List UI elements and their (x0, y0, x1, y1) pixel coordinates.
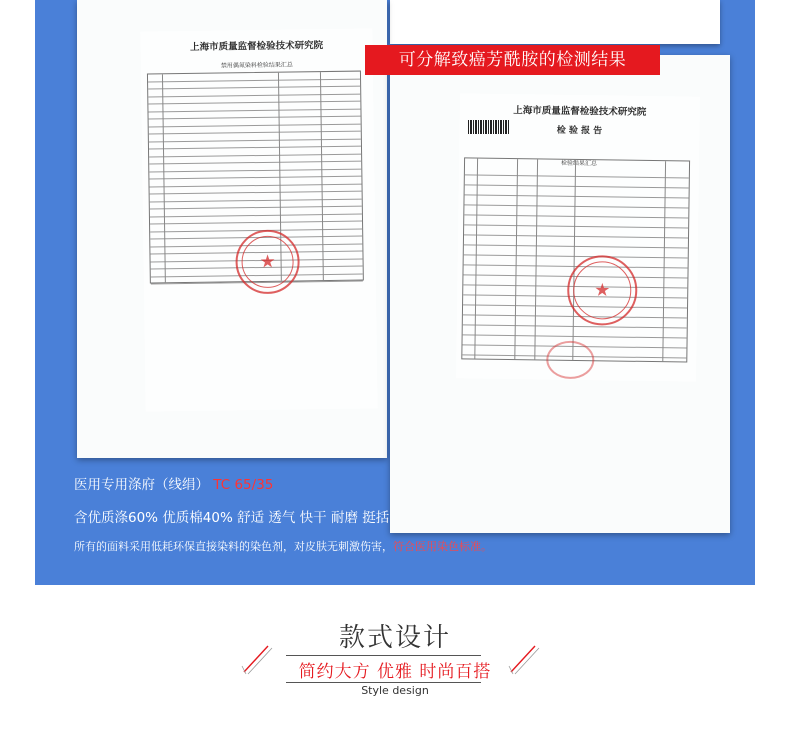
fabric-note-main: 所有的面料采用低耗环保直接染料的染色剂，对皮肤无刺激伤害， (74, 540, 393, 553)
fabric-composition: 含优质涤60% 优质棉40% 舒适 透气 快干 耐磨 挺括 (74, 510, 390, 526)
left-institute-name: 上海市质量监督检验技术研究院 (189, 40, 324, 53)
right-institute-name: 上海市质量监督检验技术研究院 (513, 105, 647, 118)
right-result-table (461, 157, 690, 362)
right-pencil-icon (505, 640, 545, 680)
test-result-tag: 可分解致癌芳酰胺的检测结果 (365, 45, 660, 75)
right-report-paper (456, 93, 700, 381)
left-report-paper (140, 28, 377, 411)
section-english-title: Style design (361, 684, 429, 697)
left-pencil-icon (238, 640, 278, 680)
section-title: 款式设计 (338, 623, 451, 653)
right-bottom-stamp (546, 341, 595, 380)
left-report-subtitle: 禁用偶氮染料检验结果汇总 (220, 61, 293, 70)
right-red-seal: ★ (567, 255, 638, 326)
right-report-subtitle: 检验结果汇总 (560, 159, 598, 168)
left-red-seal: ★ (235, 229, 300, 294)
fabric-name: 医用专用涤府（线绢） (74, 477, 209, 493)
section-slogan: 简约大方 优雅 时尚百搭 (298, 662, 492, 682)
document-top-strip (390, 0, 720, 44)
report-barcode (468, 120, 510, 134)
fabric-note (74, 538, 492, 554)
fabric-spec: TC 65/35 (213, 477, 274, 493)
fabric-note-highlight: 符合医用染色标准。 (393, 540, 492, 553)
fabric-name-line (74, 473, 273, 493)
right-report-title: 检 验 报 告 (556, 125, 603, 137)
